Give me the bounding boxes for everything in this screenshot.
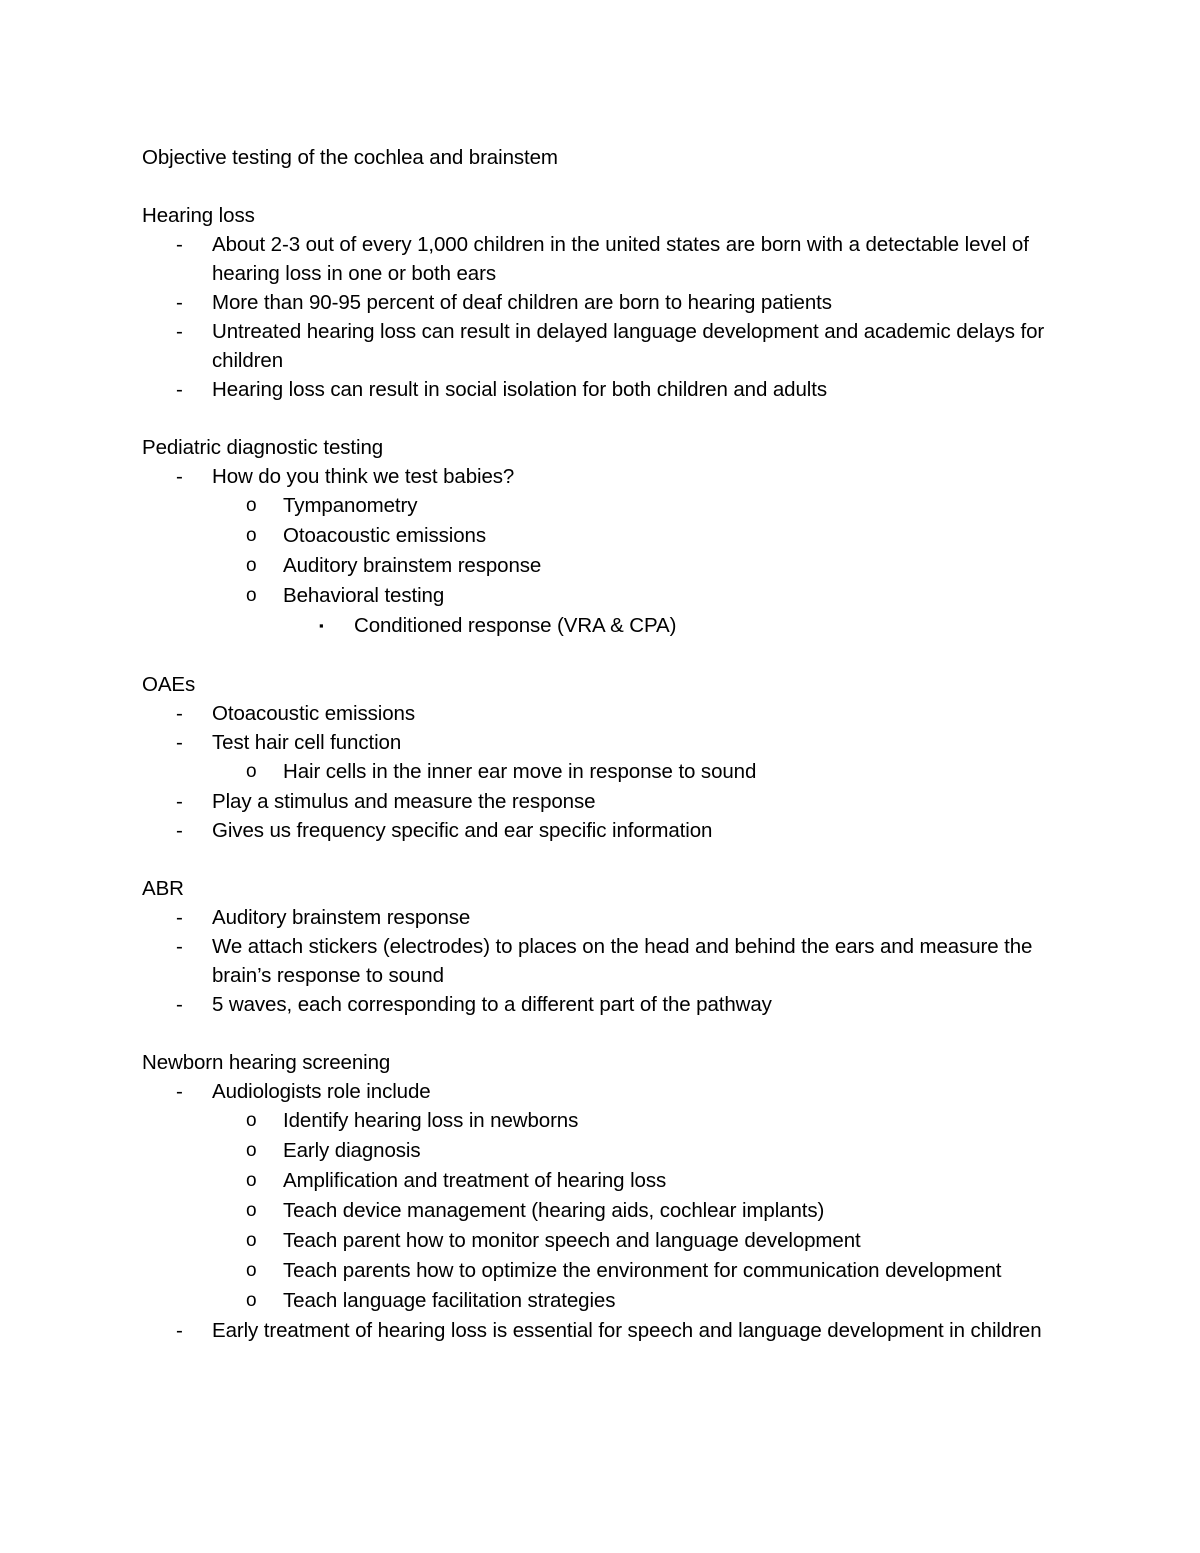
list-item: - Untreated hearing loss can result in delayed language development and academic delays for children bbox=[142, 317, 1072, 375]
list-item: - Auditory brainstem response bbox=[142, 903, 1072, 932]
document-title: Objective testing of the cochlea and brainstem bbox=[142, 146, 558, 169]
section-heading-pediatric-testing: Pediatric diagnostic testing bbox=[142, 436, 384, 459]
dash-bullet: - bbox=[176, 731, 183, 754]
section-heading-abr: ABR bbox=[142, 877, 184, 900]
list-item: - We attach stickers (electrodes) to places on the head and behind the ears and measure the brain’s response to sound bbox=[142, 932, 1072, 990]
list-item: - Audiologists role include bbox=[142, 1077, 1072, 1106]
list-item: - Test hair cell function bbox=[142, 728, 1072, 757]
sub-list-item: o Teach device management (hearing aids, cochlear implants) bbox=[142, 1196, 1072, 1226]
circle-bullet: o bbox=[246, 1140, 257, 1161]
sub-list-item: o Teach parent how to monitor speech and language development bbox=[142, 1226, 1072, 1256]
circle-bullet: o bbox=[246, 1110, 257, 1131]
sub-list-item: o Tympanometry bbox=[142, 491, 1072, 521]
list-item: - More than 90-95 percent of deaf children are born to hearing patients bbox=[142, 288, 1072, 317]
section-heading-newborn-screening: Newborn hearing screening bbox=[142, 1051, 391, 1074]
sub-list-item: o Auditory brainstem response bbox=[142, 551, 1072, 581]
square-bullet: ▪ bbox=[319, 618, 324, 633]
dash-bullet: - bbox=[176, 1319, 183, 1342]
sub-list-item: o Identify hearing loss in newborns bbox=[142, 1106, 1072, 1136]
sub-list-item: o Otoacoustic emissions bbox=[142, 521, 1072, 551]
sub-list-item: o Amplification and treatment of hearing loss bbox=[142, 1166, 1072, 1196]
dash-bullet: - bbox=[176, 320, 183, 343]
circle-bullet: o bbox=[246, 1290, 257, 1311]
list-item: - How do you think we test babies? bbox=[142, 462, 1072, 491]
sub-list-item: o Teach language facilitation strategies bbox=[142, 1286, 1072, 1316]
dash-bullet: - bbox=[176, 378, 183, 401]
dash-bullet: - bbox=[176, 702, 183, 725]
dash-bullet: - bbox=[176, 993, 183, 1016]
circle-bullet: o bbox=[246, 1170, 257, 1191]
sub-list-item: o Early diagnosis bbox=[142, 1136, 1072, 1166]
dash-bullet: - bbox=[176, 233, 183, 256]
sub-list-item: o Teach parents how to optimize the environment for communication development bbox=[142, 1256, 1072, 1286]
list-item: - 5 waves, each corresponding to a different part of the pathway bbox=[142, 990, 1072, 1019]
sub-list-item: o Hair cells in the inner ear move in response to sound bbox=[142, 757, 1072, 787]
list-item: - Hearing loss can result in social isolation for both children and adults bbox=[142, 375, 1072, 404]
document-body bbox=[142, 143, 1072, 1345]
dash-bullet: - bbox=[176, 1080, 183, 1103]
circle-bullet: o bbox=[246, 1230, 257, 1251]
sub-list-item: o Behavioral testing bbox=[142, 581, 1072, 611]
circle-bullet: o bbox=[246, 525, 257, 546]
section-heading-hearing-loss: Hearing loss bbox=[142, 204, 255, 227]
dash-bullet: - bbox=[176, 291, 183, 314]
list-item: - Gives us frequency specific and ear specific information bbox=[142, 816, 1072, 845]
list-item: - About 2-3 out of every 1,000 children in the united states are born with a detectable level of hearing loss in one or both ears bbox=[142, 230, 1072, 288]
circle-bullet: o bbox=[246, 1260, 257, 1281]
circle-bullet: o bbox=[246, 1200, 257, 1221]
list-item: - Early treatment of hearing loss is essential for speech and language development in children bbox=[142, 1316, 1072, 1345]
dash-bullet: - bbox=[176, 465, 183, 488]
circle-bullet: o bbox=[246, 495, 257, 516]
circle-bullet: o bbox=[246, 555, 257, 576]
circle-bullet: o bbox=[246, 761, 257, 782]
section-heading-oaes: OAEs bbox=[142, 673, 196, 696]
dash-bullet: - bbox=[176, 790, 183, 813]
dash-bullet: - bbox=[176, 906, 183, 929]
circle-bullet: o bbox=[246, 585, 257, 606]
list-item: - Play a stimulus and measure the response bbox=[142, 787, 1072, 816]
list-item: - Otoacoustic emissions bbox=[142, 699, 1072, 728]
dash-bullet: - bbox=[176, 819, 183, 842]
sub-sub-list-item: ▪ Conditioned response (VRA & CPA) bbox=[142, 611, 1072, 641]
dash-bullet: - bbox=[176, 935, 183, 958]
